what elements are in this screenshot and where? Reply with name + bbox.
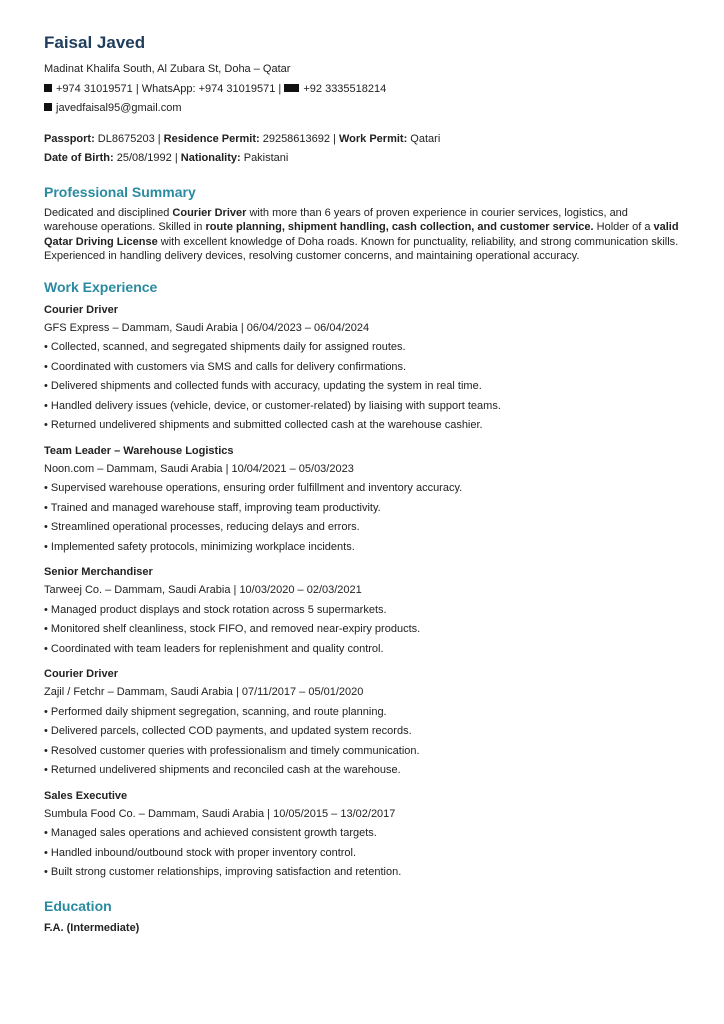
job-bullet: • Delivered parcels, collected COD payments, and updated system records. bbox=[44, 725, 412, 737]
phone-line: +974 31019571 | WhatsApp: +974 31019571 | +92 3335518214 bbox=[44, 80, 680, 100]
job-bullet: • Resolved customer queries with professionalism and timely communication. bbox=[44, 744, 420, 757]
email-link[interactable]: javedfaisal95@gmail.com bbox=[56, 102, 182, 114]
education-heading: Education bbox=[44, 897, 112, 914]
job-entry bbox=[44, 301, 680, 436]
job-bullet: • Coordinated with customers via SMS and calls for delivery confirmations. bbox=[44, 360, 407, 373]
job-bullet: • Implemented safety protocols, minimizing workplace incidents. bbox=[44, 540, 355, 553]
job-entry bbox=[44, 665, 680, 781]
job-bullet: • Built strong customer relationships, improving satisfaction and retention. bbox=[44, 866, 402, 878]
job-bullet: • Returned undelivered shipments and submitted collected cash at the warehouse cashier. bbox=[44, 419, 483, 431]
job-bullet: • Returned undelivered shipments and reconciled cash at the warehouse. bbox=[44, 764, 401, 776]
job-title: Team Leader – Warehouse Logistics bbox=[44, 444, 234, 457]
job-meta: Tarweej Co. – Dammam, Saudi Arabia | 10/03/2020 – 02/03/2021 bbox=[44, 584, 362, 596]
education-list bbox=[44, 920, 680, 936]
summary-paragraph: Dedicated and disciplined Courier Driver with more than 6 years of proven experience in courier services, logistics, and warehouse operations. Skilled in route planning, shipment handling, cash collection, and customer service. Holder of a valid Qatar Driving License with excellent knowledge of Doha roads. Known for punctuality, reliability, and strong communication skills. Experienced in handling delivery devices, resolving customer concerns, and maintaining operational accuracy. bbox=[44, 206, 679, 262]
job-bullet: • Managed product displays and stock rotation across 5 supermarkets. bbox=[44, 603, 387, 616]
address: Madinat Khalifa South, Al Zubara St, Doha – Qatar bbox=[44, 63, 291, 75]
summary-heading: Professional Summary bbox=[44, 183, 196, 200]
email-icon bbox=[44, 103, 52, 111]
flag-icon bbox=[284, 84, 299, 92]
job-bullet: • Trained and managed warehouse staff, improving team productivity. bbox=[44, 501, 381, 514]
job-entry bbox=[44, 787, 680, 883]
job-bullet: • Collected, scanned, and segregated shipments daily for assigned routes. bbox=[44, 341, 406, 353]
email-line bbox=[44, 99, 680, 119]
job-bullet: • Handled delivery issues (vehicle, device, or customer-related) by liaising with support teams. bbox=[44, 399, 501, 412]
job-meta: Sumbula Food Co. – Dammam, Saudi Arabia | 10/05/2015 – 13/02/2017 bbox=[44, 807, 396, 820]
job-title: Courier Driver bbox=[44, 668, 118, 680]
experience-heading: Work Experience bbox=[44, 278, 158, 295]
job-title: Courier Driver bbox=[44, 303, 118, 316]
job-entry bbox=[44, 442, 680, 558]
education-item: F.A. (Intermediate) bbox=[44, 921, 140, 934]
job-bullet: • Handled inbound/outbound stock with proper inventory control. bbox=[44, 846, 357, 859]
job-meta: Noon.com – Dammam, Saudi Arabia | 10/04/2021 – 05/03/2023 bbox=[44, 462, 354, 475]
phone-icon bbox=[44, 84, 52, 92]
candidate-name: Faisal Javed bbox=[44, 33, 146, 52]
job-entry bbox=[44, 563, 680, 659]
job-meta: GFS Express – Dammam, Saudi Arabia | 06/04/2023 – 06/04/2024 bbox=[44, 321, 370, 334]
job-bullet: • Managed sales operations and achieved consistent growth targets. bbox=[44, 827, 377, 839]
job-bullet: • Supervised warehouse operations, ensuring order fulfillment and inventory accuracy. bbox=[44, 482, 463, 494]
job-title: Senior Merchandiser bbox=[44, 566, 153, 578]
job-bullet: • Coordinated with team leaders for replenishment and quality control. bbox=[44, 642, 384, 655]
id-documents-line: Passport: DL8675203 | Residence Permit: 29258613692 | Work Permit: Qatari bbox=[44, 132, 441, 145]
job-meta: Zajil / Fetchr – Dammam, Saudi Arabia | 07/11/2017 – 05/01/2020 bbox=[44, 686, 364, 698]
job-bullet: • Delivered shipments and collected funds with accuracy, updating the system in real time. bbox=[44, 380, 482, 392]
job-bullet: • Performed daily shipment segregation, scanning, and route planning. bbox=[44, 705, 387, 718]
job-bullet: • Monitored shelf cleanliness, stock FIFO, and removed near-expiry products. bbox=[44, 623, 421, 635]
experience-list bbox=[44, 301, 680, 883]
job-bullet: • Streamlined operational processes, reducing delays and errors. bbox=[44, 521, 360, 533]
personal-details-line: Date of Birth: 25/08/1992 | Nationality: Pakistani bbox=[44, 152, 289, 164]
job-title: Sales Executive bbox=[44, 789, 128, 802]
